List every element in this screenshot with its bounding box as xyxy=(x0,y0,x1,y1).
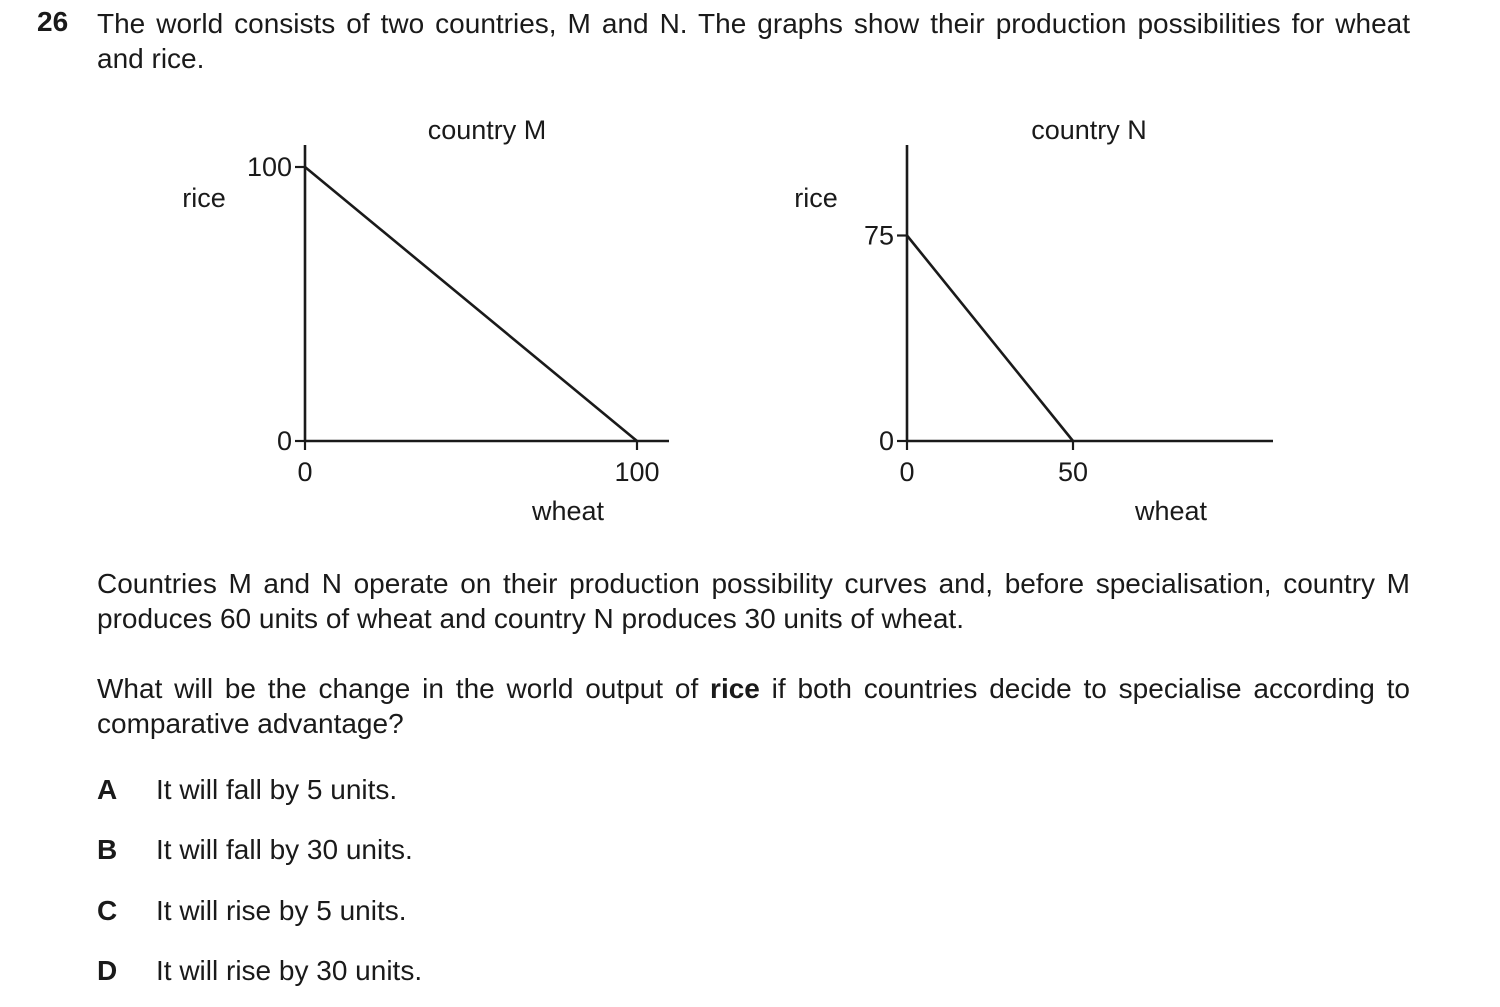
y-tick-label: 0 xyxy=(276,426,292,456)
option-a[interactable] xyxy=(97,772,397,807)
prompt-bold-word: rice xyxy=(710,673,760,704)
y-tick-label: 75 xyxy=(863,220,894,251)
option-text: It will fall by 5 units. xyxy=(156,774,398,805)
y-tick-label: 0 xyxy=(878,426,894,456)
ppc-line xyxy=(305,167,637,441)
question-number: 26 xyxy=(37,6,69,37)
x-axis-label: wheat xyxy=(531,496,605,526)
question-context: Countries M and N operate on their production possibility curves and, before specialisation, country M produces 60 units of wheat and country N produces 30 units of wheat. xyxy=(97,568,1410,634)
question-prompt xyxy=(97,671,1410,741)
chart-title: country M xyxy=(427,115,547,145)
x-tick-label: 50 xyxy=(1057,457,1089,487)
option-letter: B xyxy=(97,834,118,865)
prompt-text-after: if both countries decide to specialise according to comparative advantage? xyxy=(97,673,1410,739)
option-b[interactable] xyxy=(97,832,413,867)
option-c[interactable] xyxy=(97,893,407,928)
question-stem: The world consists of two countries, M and N. The graphs show their production possibilities for wheat and rice. xyxy=(97,8,1410,74)
x-tick-label: 0 xyxy=(297,457,313,487)
option-text: It will rise by 30 units. xyxy=(156,955,423,986)
option-text: It will rise by 5 units. xyxy=(156,895,407,926)
x-tick-label: 100 xyxy=(614,457,660,487)
option-letter: C xyxy=(97,895,118,926)
option-letter: A xyxy=(97,774,118,805)
chart-title: country N xyxy=(1031,115,1147,145)
ppc-line xyxy=(907,236,1073,442)
y-axis-label: rice xyxy=(794,183,838,213)
y-axis-label: rice xyxy=(182,183,226,213)
option-letter: D xyxy=(97,955,118,986)
option-d[interactable] xyxy=(97,953,422,988)
y-tick-label: 100 xyxy=(246,152,292,182)
x-tick-label: 0 xyxy=(899,457,915,487)
option-text: It will fall by 30 units. xyxy=(156,834,413,865)
prompt-text-before: What will be the change in the world output of xyxy=(97,673,711,704)
x-axis-label: wheat xyxy=(1134,496,1208,526)
